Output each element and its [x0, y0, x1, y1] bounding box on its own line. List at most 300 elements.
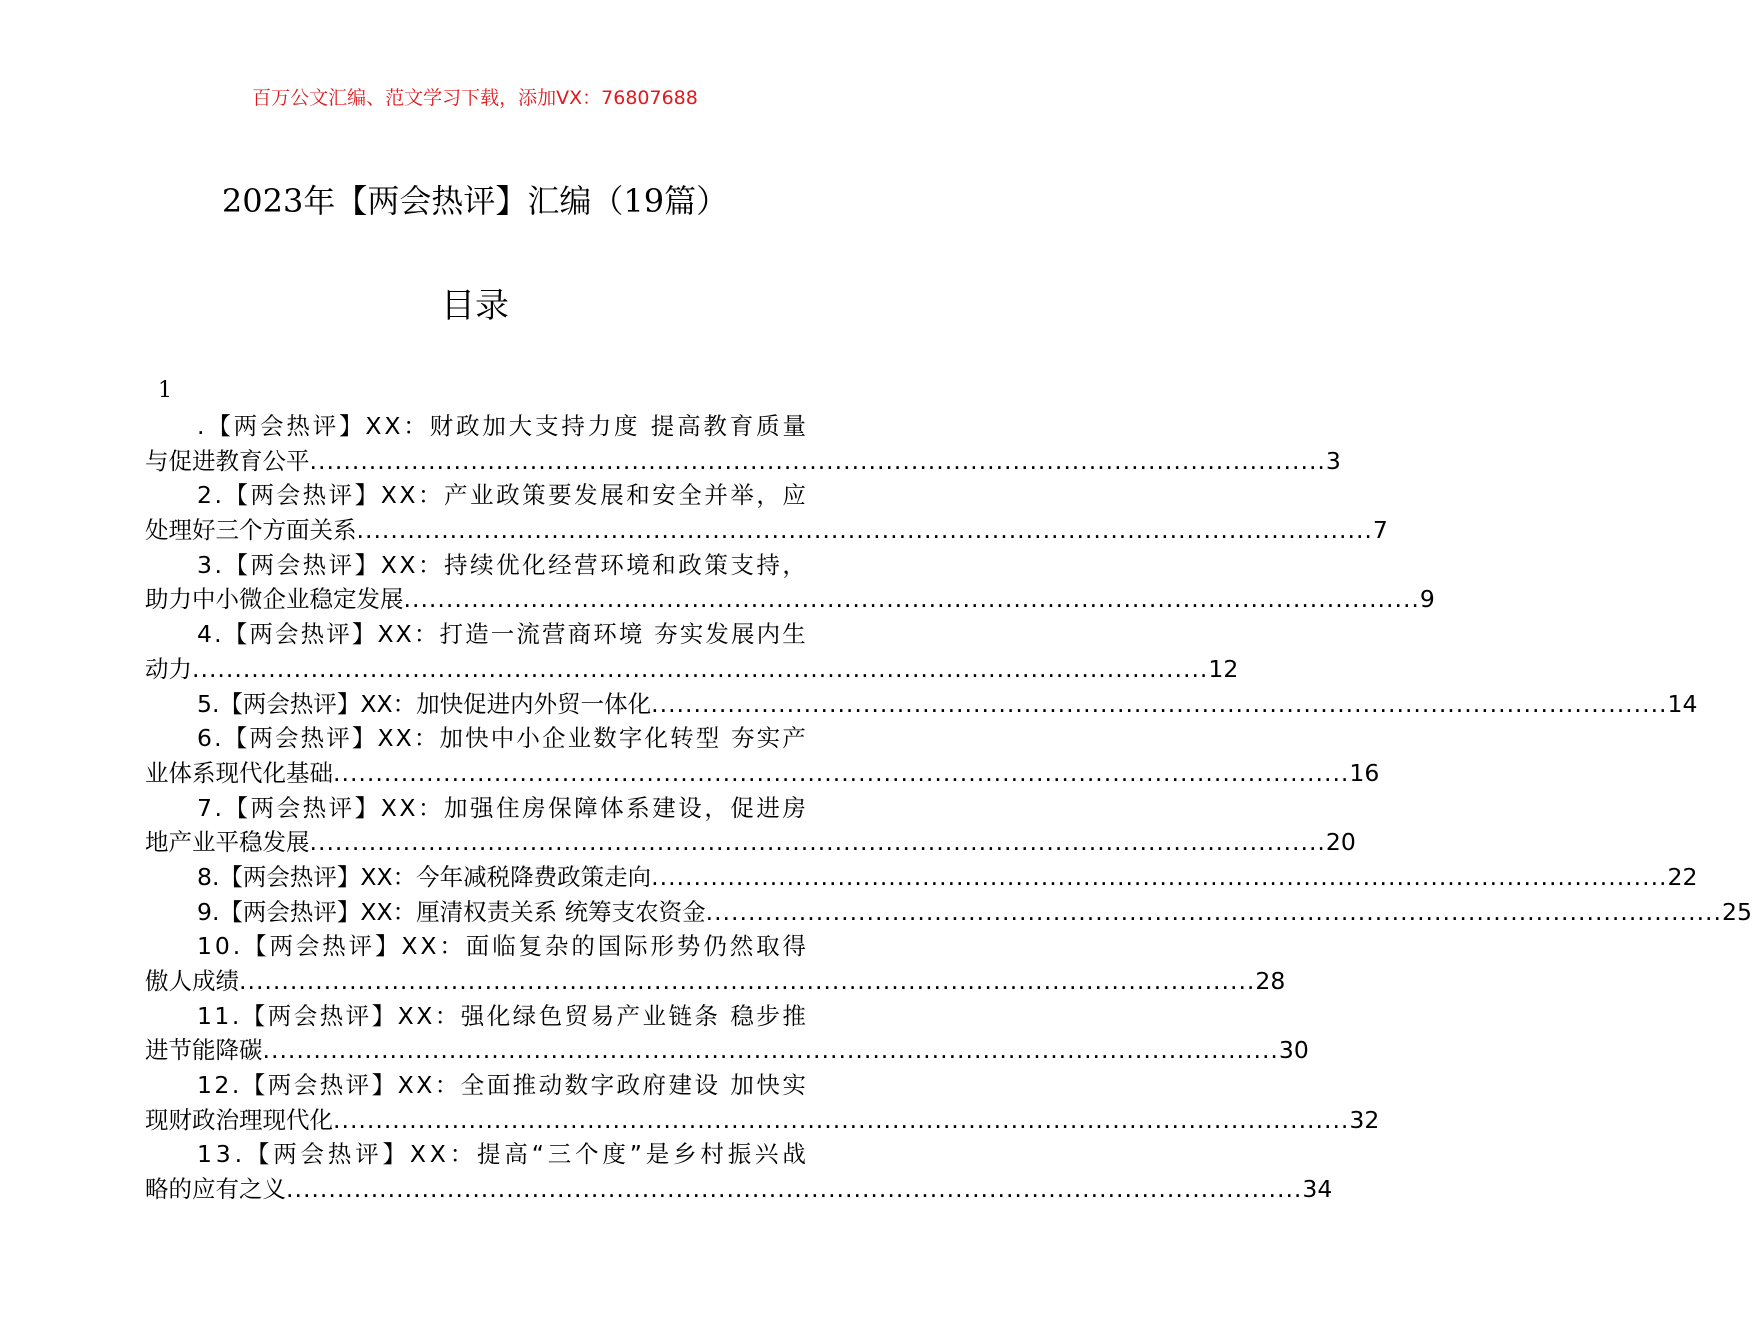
toc-entry-title-char: 政 — [496, 481, 520, 510]
toc-entry-title-char: 会 — [274, 724, 299, 753]
toc-entry-title-char: 战 — [782, 1140, 806, 1169]
toc-entry-title-char: 【 — [224, 793, 248, 822]
toc-entry-title-char: 快 — [756, 1071, 780, 1100]
toc-entry-title-char: 评 — [348, 932, 373, 961]
toc-entry-title-char: X — [399, 550, 416, 579]
toc-entry-title-char: 财 — [429, 412, 454, 440]
toc-entry-title-char: 两 — [250, 481, 275, 510]
toc-entry-title-char: 发 — [574, 481, 598, 510]
toc-entry-title-char: 步 — [756, 1001, 780, 1030]
toc-entry-title-char: 会 — [276, 793, 301, 822]
toc-entry-title-char — [640, 409, 647, 444]
toc-entry-title-char: 举 — [730, 481, 754, 510]
toc-entry-title-cont: 与促进教育公平 — [145, 446, 310, 475]
toc-entry-title-char: 持 — [561, 412, 585, 440]
toc-heading: 目录 — [441, 286, 509, 326]
toc-entry-title-char: ， — [782, 550, 806, 579]
toc-entry-title-char: 势 — [676, 932, 701, 961]
toc-entry-title-char: 保 — [548, 793, 572, 822]
toc-entry-title-char: 是 — [645, 1140, 670, 1169]
toc-entry-title-char: X — [395, 724, 412, 753]
toc-entry-title-char: 大 — [508, 412, 533, 440]
toc-entry-title-char: 】 — [351, 620, 376, 649]
toc-entry-title-char: X — [399, 793, 416, 822]
toc-entry-title-char: 复 — [518, 932, 543, 961]
toc-entry-title-char: . — [214, 550, 222, 579]
toc-entry-title-char: 贸 — [564, 1001, 589, 1030]
toc-entry-title-char: 政 — [616, 1071, 641, 1100]
toc-entry-title-char: 支 — [535, 412, 559, 440]
toc-entry-title-char: 持 — [756, 550, 780, 579]
toc-entry-title-char — [721, 721, 728, 756]
toc-entry-title-char: X — [395, 620, 412, 649]
toc-entry-title-char: 体 — [600, 793, 624, 822]
toc-page-number: 9 — [1419, 585, 1435, 614]
dot-leader: ........................................................................................................................ — [286, 1175, 1303, 1204]
toc-entry-title-char: X — [377, 620, 394, 649]
toc-entry-title-char: 展 — [731, 620, 755, 649]
toc-entry-title-char: 面 — [465, 932, 490, 961]
toc-page-number: 12 — [1208, 654, 1239, 683]
toc-entry-title-char: 【 — [223, 724, 248, 753]
toc-entry-title-char: 会 — [293, 1071, 318, 1100]
toc-entry-title-char: X — [399, 481, 416, 510]
toc-entry-title-char: 打 — [439, 620, 464, 649]
toc-entry[interactable] — [145, 548, 1435, 617]
toc-entry-title-char: 营 — [574, 550, 598, 579]
toc-entry-title-char: 进 — [756, 793, 780, 822]
toc-entry-title-char: 】 — [339, 412, 363, 440]
toc-entry-title-char: 【 — [243, 932, 267, 961]
toc-entry-title-char: 振 — [727, 1140, 752, 1169]
toc-entry-title-char: 字 — [618, 724, 643, 753]
toc-entry-title-char: 环 — [593, 620, 617, 649]
dot-leader: ........................................................................................................................ — [651, 862, 1668, 891]
toc-entry-title: 8.【两会热评】XX：今年减税降费政策走向 — [197, 862, 652, 891]
toc-entry-title-char: 府 — [642, 1071, 667, 1100]
toc-entry-title-char: 0 — [214, 932, 230, 961]
toc-entry-title-char: 强 — [460, 1001, 485, 1030]
toc-entry-title-char: ： — [434, 1001, 459, 1030]
toc-entry-title-char: 会 — [274, 620, 299, 649]
toc-entry-title-char: 加 — [482, 412, 506, 440]
toc-entry-title-char: 境 — [626, 550, 650, 579]
toc-entry-title-char: 会 — [276, 481, 301, 510]
toc-entry[interactable] — [145, 409, 1341, 478]
toc-entry-title-char: 政 — [678, 550, 702, 579]
toc-entry-title-char: 数 — [593, 724, 617, 753]
toc-entry-title-char: 育 — [729, 412, 754, 440]
toc-entry-title-char: 【 — [245, 1140, 270, 1169]
toc-page-number: 7 — [1372, 516, 1388, 545]
toc-entry-title-char: “ — [531, 1140, 544, 1169]
toc-entry-title-char: 2 — [214, 1071, 230, 1100]
toc-entry-title-char: ： — [439, 932, 463, 961]
toc-entry-title-char: ： — [417, 481, 442, 510]
toc-entry-title-char: 的 — [571, 932, 595, 961]
table-of-contents — [145, 409, 1752, 1207]
toc-entry-title-char: 临 — [492, 932, 516, 961]
toc-entry-title-char: 发 — [705, 620, 729, 649]
dot-leader: ........................................................................................................................ — [262, 1036, 1279, 1065]
toc-page-number: 30 — [1278, 1036, 1309, 1065]
toc-entry-title-char: 一 — [490, 620, 515, 649]
toc-entry-title-char: 建 — [668, 1071, 692, 1100]
toc-entry-title-char: . — [214, 620, 222, 649]
toc-entry-title-char: X — [380, 550, 397, 579]
toc-entry[interactable] — [145, 1137, 1333, 1206]
toc-page-number: 20 — [1325, 828, 1356, 857]
toc-entry-title-char: 会 — [295, 932, 320, 961]
toc-entry-title-cont: 略的应有之义 — [145, 1175, 286, 1204]
toc-entry-title-char: 热 — [322, 932, 346, 961]
toc-entry-title-char: 系 — [626, 793, 650, 822]
toc-entry-title-char: 设 — [694, 1071, 718, 1100]
toc-entry-title-char: 两 — [269, 932, 293, 961]
toc-entry-title-char: 策 — [522, 481, 546, 510]
toc-entry-title-char: 【 — [224, 550, 248, 579]
toc-entry-title-char: 夯 — [731, 724, 755, 753]
toc-entry-title-char: X — [380, 793, 397, 822]
dot-leader: ........................................................................................................................ — [309, 446, 1326, 475]
toc-entry-title-cont: 傲人成绩 — [145, 967, 239, 995]
toc-entry-title-char: 量 — [782, 412, 806, 440]
toc-entry-title-char: . — [232, 932, 241, 961]
toc-entry-title-char: 评 — [326, 620, 350, 649]
dot-leader: ........................................................................................................................ — [333, 1105, 1350, 1134]
toc-entry-title-char: 评 — [326, 724, 350, 753]
toc-entry-title-char: 3 — [197, 550, 212, 579]
toc-entry-title-char: 推 — [512, 1071, 537, 1100]
toc-entry-title-char: 型 — [695, 724, 720, 753]
toc-entry-title-char: 兴 — [755, 1140, 779, 1169]
toc-entry-title-char: X — [365, 412, 382, 440]
toc-entry-title-char: 【 — [241, 1001, 266, 1030]
toc-entry-title-char: 热 — [300, 724, 325, 753]
toc-entry-title-char: 企 — [542, 724, 566, 753]
toc-entry-title-char: 建 — [652, 793, 676, 822]
toc-entry-title-char: 提 — [650, 412, 675, 440]
toc-entry-title-char: X — [380, 481, 397, 510]
toc-entry-title-char: 【 — [207, 412, 231, 440]
toc-entry-title-char: 快 — [465, 724, 489, 753]
toc-entry-title-char: 色 — [538, 1001, 563, 1030]
toc-entry-title-char: ： — [434, 1071, 459, 1100]
toc-entry-title-char: 取 — [756, 932, 780, 961]
toc-entry-title-char — [720, 999, 727, 1034]
toc-entry-title-char: 条 — [694, 1001, 718, 1030]
toc-entry-title-cont: 进节能降碳 — [145, 1036, 263, 1065]
toc-entry-title-char: 力 — [587, 412, 612, 440]
toc-entry-title-char: 两 — [249, 724, 273, 753]
toc-entry-title-char: 业 — [642, 1001, 667, 1030]
toc-page-number: 28 — [1255, 967, 1286, 995]
toc-entry-title-char: . — [197, 412, 205, 440]
toc-entry-title-char: 热 — [302, 793, 327, 822]
toc-entry-title-char: 产 — [444, 481, 468, 510]
toc-entry-title-char: 2 — [197, 481, 212, 510]
toc-entry-title-char: 村 — [700, 1140, 724, 1169]
toc-entry-title-char: 评 — [345, 1001, 370, 1030]
toc-entry-title-char: 全 — [678, 481, 702, 510]
dot-leader: ........................................................................................................................ — [309, 828, 1326, 857]
toc-entry-title-char: 两 — [233, 412, 258, 440]
toc-entry-title-char: 两 — [250, 550, 275, 579]
document-title: 2023年【两会热评】汇编（19篇） — [221, 182, 729, 220]
toc-entry-title-char: 产 — [782, 724, 806, 753]
toc-entry-title-char: 】 — [371, 1001, 396, 1030]
dot-leader: ........................................................................................................................ — [356, 516, 1373, 545]
toc-entry-title-char: 住 — [496, 793, 520, 822]
toc-entry-title-char: 展 — [600, 481, 624, 510]
toc-entry-title-char: 热 — [319, 1071, 344, 1100]
toc-entry-title-char: 业 — [470, 481, 494, 510]
toc-entry-title-char: 化 — [644, 724, 669, 753]
toc-entry-title-char: X — [416, 1071, 433, 1100]
toc-entry-title-char: ： — [403, 412, 427, 440]
toc-entry-title-char: 营 — [542, 620, 566, 649]
toc-entry-title-char: 生 — [782, 620, 806, 649]
toc-entry[interactable] — [145, 999, 1309, 1068]
toc-entry-title-char: 夯 — [654, 620, 678, 649]
toc-entry-title-char: X — [429, 1140, 446, 1169]
toc-entry-title-char: 面 — [486, 1071, 511, 1100]
toc-entry-title-char: ： — [449, 1140, 474, 1169]
toc-entry-title-char: ， — [756, 481, 780, 510]
toc-page-number: 22 — [1667, 862, 1698, 891]
toc-entry-title-char: 高 — [677, 412, 701, 440]
toc-entry-title-char: 产 — [616, 1001, 641, 1030]
toc-entry-title-char: 热 — [319, 1001, 344, 1030]
toc-entry-title-cont: 动力 — [145, 654, 192, 683]
toc-entry-title-char: 化 — [486, 1001, 511, 1030]
toc-entry-title-char: 稳 — [730, 1001, 754, 1030]
dot-leader: ........................................................................................................................ — [192, 654, 1209, 683]
toc-entry-title-char: 会 — [300, 1140, 325, 1169]
toc-entry-title-char: 】 — [382, 1140, 407, 1169]
dot-leader: ........................................................................................................................ — [239, 967, 1256, 995]
toc-entry-title-char: X — [420, 932, 437, 961]
toc-entry-title-char: 1 — [197, 1140, 212, 1169]
toc-entry-title-char: 流 — [516, 620, 540, 649]
stray-number: 1 — [158, 378, 172, 403]
toc-entry-title-char: 】 — [375, 932, 399, 961]
toc-entry-title-char: 两 — [273, 1140, 297, 1169]
toc-entry-title-char: 中 — [490, 724, 515, 753]
toc-entry-title-char: 评 — [328, 793, 353, 822]
toc-page-number: 16 — [1349, 758, 1380, 787]
toc-entry-title-char: 】 — [354, 793, 379, 822]
toc-entry-title-char: 续 — [470, 550, 494, 579]
toc-entry-title-char: 设 — [678, 793, 702, 822]
toc-entry-title-char: 加 — [444, 793, 468, 822]
toc-entry-title-char: 安 — [652, 481, 676, 510]
toc-entry-title-char: 两 — [267, 1001, 292, 1030]
toc-entry-title-char: . — [214, 481, 222, 510]
dot-leader: ........................................................................................................................ — [333, 758, 1350, 787]
toc-entry[interactable] — [145, 791, 1356, 860]
toc-entry-title-char: 环 — [600, 550, 624, 579]
toc-entry-title-char: 1 — [214, 1001, 230, 1030]
toc-entry-title-char: 评 — [345, 1071, 370, 1100]
toc-entry-title-char: 评 — [355, 1140, 379, 1169]
toc-entry-title-char: 得 — [782, 932, 806, 961]
promo-banner: 百万公文汇编、范文学习下载，添加VX：76807688 — [252, 87, 698, 109]
toc-entry-title-char: 并 — [704, 481, 728, 510]
toc-entry-title-char: 加 — [730, 1071, 754, 1100]
toc-entry-title-char: 【 — [224, 481, 248, 510]
toc-entry-title-cont: 现财政治理现代化 — [145, 1105, 333, 1134]
toc-entry-title-char: 转 — [670, 724, 694, 753]
toc-entry-title-char: 1 — [197, 1071, 212, 1100]
toc-entry-title-char: 内 — [756, 620, 781, 649]
toc-entry-title-char: 评 — [328, 550, 353, 579]
toc-entry-title-char: . — [214, 793, 222, 822]
toc-entry-title-char: 策 — [704, 550, 728, 579]
toc-entry-title-char: 1 — [197, 1001, 212, 1030]
toc-entry-title-char: 房 — [782, 793, 806, 822]
toc-entry-title-char: 评 — [312, 412, 337, 440]
toc-entry-title-char: 然 — [729, 932, 754, 961]
toc-entry-title: 9.【两会热评】XX：厘清权责关系 统筹支农资金 — [197, 897, 706, 926]
toc-entry-title-char: 支 — [730, 550, 754, 579]
toc-entry-title-char: X — [377, 724, 394, 753]
toc-entry-title-char: 会 — [276, 550, 301, 579]
toc-entry-title-char: 三 — [547, 1140, 572, 1169]
toc-entry-title-char: 评 — [328, 481, 353, 510]
toc-entry[interactable] — [145, 617, 1239, 686]
toc-entry-title-char: 】 — [351, 724, 376, 753]
toc-entry-title-char: 易 — [590, 1001, 615, 1030]
toc-entry-title-char: 两 — [250, 793, 275, 822]
toc-entry-title-char: 3 — [215, 1140, 231, 1169]
toc-entry-title-char: ， — [704, 793, 728, 822]
toc-entry-title-char: X — [397, 1001, 414, 1030]
toc-entry-title-char: 1 — [197, 932, 212, 961]
toc-entry-title-char: 应 — [782, 481, 806, 510]
toc-entry[interactable] — [145, 860, 1698, 895]
toc-entry-title-char: 业 — [567, 724, 592, 753]
toc-entry[interactable] — [145, 1068, 1380, 1137]
toc-entry-title-char: 国 — [597, 932, 622, 961]
toc-entry-title-char: 加 — [439, 724, 464, 753]
toc-entry-title-char: 房 — [522, 793, 546, 822]
toc-entry-title-char: 持 — [444, 550, 468, 579]
toc-entry-title-char: X — [397, 1071, 414, 1100]
toc-entry-title-char: . — [234, 1140, 243, 1169]
toc-entry-title-char: 链 — [668, 1001, 692, 1030]
toc-entry[interactable] — [145, 929, 1286, 998]
toc-page-number: 32 — [1349, 1105, 1380, 1134]
toc-entry-title-char: 政 — [455, 412, 480, 440]
toc-entry-title-char: 境 — [618, 620, 643, 649]
toc-page-number: 25 — [1722, 897, 1752, 926]
toc-entry-title-char: . — [231, 1001, 240, 1030]
toc-entry-title-char: 热 — [286, 412, 310, 440]
toc-entry-title-char: 会 — [260, 412, 284, 440]
toc-page-number: 34 — [1302, 1175, 1333, 1204]
toc-entry-title-char: 际 — [624, 932, 648, 961]
toc-entry-title-char: 形 — [650, 932, 675, 961]
toc-entry-title-char: 全 — [460, 1071, 485, 1100]
toc-entry-title-char: 推 — [782, 1001, 806, 1030]
toc-entry-title-cont: 地产业平稳发展 — [145, 828, 310, 857]
toc-entry-title-char: 和 — [626, 481, 650, 510]
dot-leader: ........................................................................................................................ — [403, 585, 1420, 614]
toc-entry-title-char: . — [214, 724, 222, 753]
toc-entry[interactable] — [145, 478, 1388, 547]
toc-entry-title-char: 仍 — [703, 932, 727, 961]
toc-entry-title-char: 商 — [567, 620, 592, 649]
toc-entry-title-char: 提 — [477, 1140, 501, 1169]
toc-entry-title-char: 经 — [548, 550, 572, 579]
toc-entry-title-char: 动 — [538, 1071, 563, 1100]
toc-entry-title-char: 度 — [602, 1140, 626, 1169]
toc-entry-title-char: 实 — [782, 1071, 806, 1100]
toc-entry-title-char: 绿 — [512, 1001, 537, 1030]
toc-entry-title-char: 实 — [756, 724, 781, 753]
toc-entry-title-char: 】 — [354, 550, 379, 579]
toc-entry-title-char: ： — [417, 793, 442, 822]
toc-entry-title-char: 障 — [574, 793, 598, 822]
toc-entry-title-char: 热 — [300, 620, 325, 649]
toc-entry-title-char: 小 — [516, 724, 540, 753]
toc-entry-title-char: 和 — [652, 550, 676, 579]
toc-entry-title-char: 化 — [522, 550, 546, 579]
toc-entry-title-cont: 处理好三个方面关系 — [145, 516, 357, 545]
toc-entry-title-char — [645, 617, 652, 652]
toc-entry-title-char: ： — [413, 620, 438, 649]
toc-entry-title-char: . — [231, 1071, 240, 1100]
toc-entry-title-char: ” — [629, 1140, 642, 1169]
toc-entry-title-char: 质 — [756, 412, 780, 440]
toc-entry[interactable] — [145, 895, 1752, 930]
toc-entry-title-char: 热 — [302, 550, 327, 579]
toc-entry-title-char: 造 — [465, 620, 489, 649]
toc-entry-title-char: ： — [417, 550, 442, 579]
toc-entry-title-char: 字 — [590, 1071, 615, 1100]
toc-entry-title-char: 乡 — [673, 1140, 697, 1169]
toc-entry[interactable] — [145, 721, 1380, 790]
toc-entry-title-char: 】 — [354, 481, 379, 510]
toc-entry-title-char: X — [409, 1140, 426, 1169]
toc-entry-title-char: 6 — [197, 724, 212, 753]
toc-entry-title-char: 会 — [293, 1001, 318, 1030]
toc-entry-title-char: 【 — [223, 620, 248, 649]
toc-entry-title-char: 】 — [371, 1071, 396, 1100]
toc-entry-title-char: 个 — [575, 1140, 599, 1169]
toc-entry-title-char: 杂 — [544, 932, 569, 961]
toc-entry-title-char: 数 — [564, 1071, 589, 1100]
toc-entry-title-char: 7 — [197, 793, 212, 822]
toc-entry-title-char: 促 — [730, 793, 754, 822]
toc-entry-title: 5.【两会热评】XX：加快促进内外贸一体化 — [197, 689, 652, 718]
toc-entry-title-char: 4 — [197, 620, 212, 649]
toc-entry-title-cont: 助力中小微企业稳定发展 — [145, 585, 404, 614]
toc-entry[interactable] — [145, 687, 1698, 722]
toc-entry-title-char: 优 — [496, 550, 520, 579]
toc-entry-title-char: 强 — [470, 793, 494, 822]
toc-entry-title-char: X — [384, 412, 401, 440]
toc-entry-title-char: 热 — [327, 1140, 352, 1169]
toc-entry-title-char: 要 — [548, 481, 572, 510]
toc-entry-title-char: X — [401, 932, 418, 961]
dot-leader: ........................................................................................................................ — [705, 897, 1722, 926]
toc-entry-title-char: 高 — [504, 1140, 528, 1169]
toc-page-number: 14 — [1667, 689, 1698, 718]
toc-entry-title-char: 实 — [679, 620, 704, 649]
toc-entry-title-char: 【 — [241, 1071, 266, 1100]
